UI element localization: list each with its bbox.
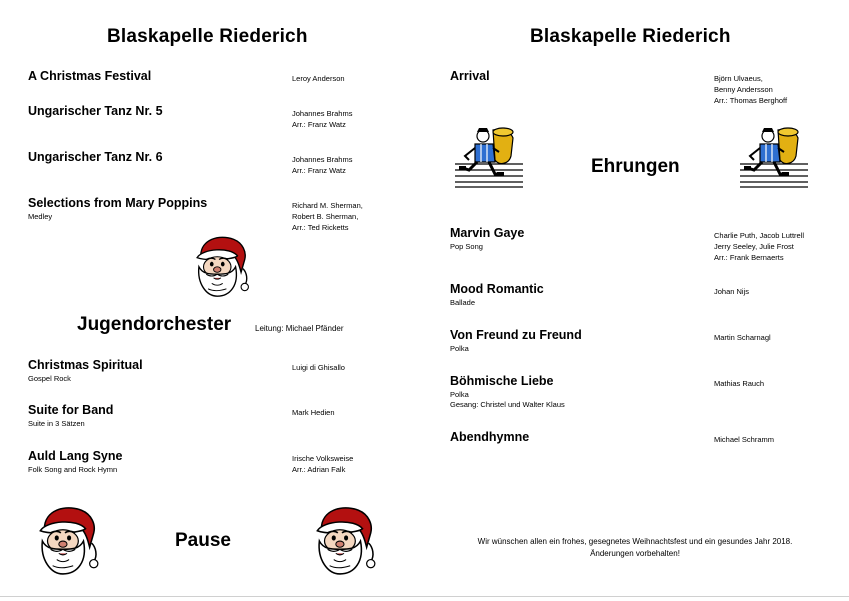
composer: Björn Ulvaeus, Benny Andersson Arr.: Thomas Berghoff — [714, 74, 788, 105]
santa-clipart — [187, 232, 253, 298]
right-page — [425, 0, 849, 601]
piece-subtitle: Polka — [450, 344, 469, 353]
ehrungen-heading: Ehrungen — [591, 156, 680, 177]
piece-title: Mood Romantic — [450, 282, 544, 296]
piece-title: Ungarischer Tanz Nr. 5 — [28, 104, 163, 118]
piece-title: Abendhymne — [450, 430, 530, 444]
pause-heading: Pause — [175, 530, 231, 551]
composer: Martin Scharnagl — [714, 333, 771, 342]
composer: Charlie Puth, Jacob Luttrell Jerry Seeley, Julie Frost Arr.: Frank Bernaerts — [714, 231, 805, 262]
composer: Michael Schramm — [714, 435, 775, 444]
santa-clipart — [30, 502, 102, 576]
piece-subtitle: Suite in 3 Sätzen — [28, 419, 85, 428]
piece-title: Ungarischer Tanz Nr. 6 — [28, 150, 163, 164]
musician-clipart — [738, 126, 810, 188]
piece-title: Böhmische Liebe — [450, 374, 554, 388]
page-title: Blaskapelle Riederich — [107, 26, 308, 47]
page-title: Blaskapelle Riederich — [530, 26, 731, 47]
piece-subtitle: Ballade — [450, 298, 476, 307]
composer: Mark Hedien — [292, 408, 335, 417]
page-edge-divider — [0, 596, 849, 597]
musician-clipart — [453, 126, 525, 188]
piece-subtitle: Polka Gesang: Christel und Walter Klaus — [450, 390, 565, 409]
composer: Leroy Anderson — [292, 74, 345, 83]
leitung-text: Leitung: Michael Pfänder — [255, 324, 344, 333]
composer: Luigi di Ghisallo — [292, 363, 345, 372]
composer: Johannes Brahms Arr.: Franz Watz — [292, 109, 353, 129]
piece-title: Arrival — [450, 69, 490, 83]
composer: Johannes Brahms Arr.: Franz Watz — [292, 155, 353, 175]
jugendorchester-heading: Jugendorchester — [77, 314, 232, 335]
piece-title: Marvin Gaye — [450, 226, 525, 240]
piece-title: Auld Lang Syne — [28, 449, 123, 463]
composer: Mathias Rauch — [714, 379, 765, 388]
piece-title: Suite for Band — [28, 403, 114, 417]
composer: Richard M. Sherman, Robert B. Sherman, Arr.: Ted Ricketts — [292, 201, 363, 232]
piece-subtitle: Gospel Rock — [28, 374, 71, 383]
composer: Johan Nijs — [714, 287, 750, 296]
piece-title: Christmas Spiritual — [28, 358, 143, 372]
piece-title: A Christmas Festival — [28, 69, 152, 83]
composer: Irische Volksweise Arr.: Adrian Falk — [292, 454, 354, 474]
piece-subtitle: Medley — [28, 212, 53, 221]
footer-note: Wir wünschen allen ein frohes, gesegnetes Weihnachtsfest und ein gesundes Jahr 2018. Änderungen vorbehalten! — [477, 537, 793, 558]
piece-subtitle: Folk Song and Rock Hymn — [28, 465, 118, 474]
piece-subtitle: Pop Song — [450, 242, 483, 251]
santa-clipart — [307, 502, 379, 576]
piece-title: Selections from Mary Poppins — [28, 196, 208, 210]
piece-title: Von Freund zu Freund — [450, 328, 582, 342]
